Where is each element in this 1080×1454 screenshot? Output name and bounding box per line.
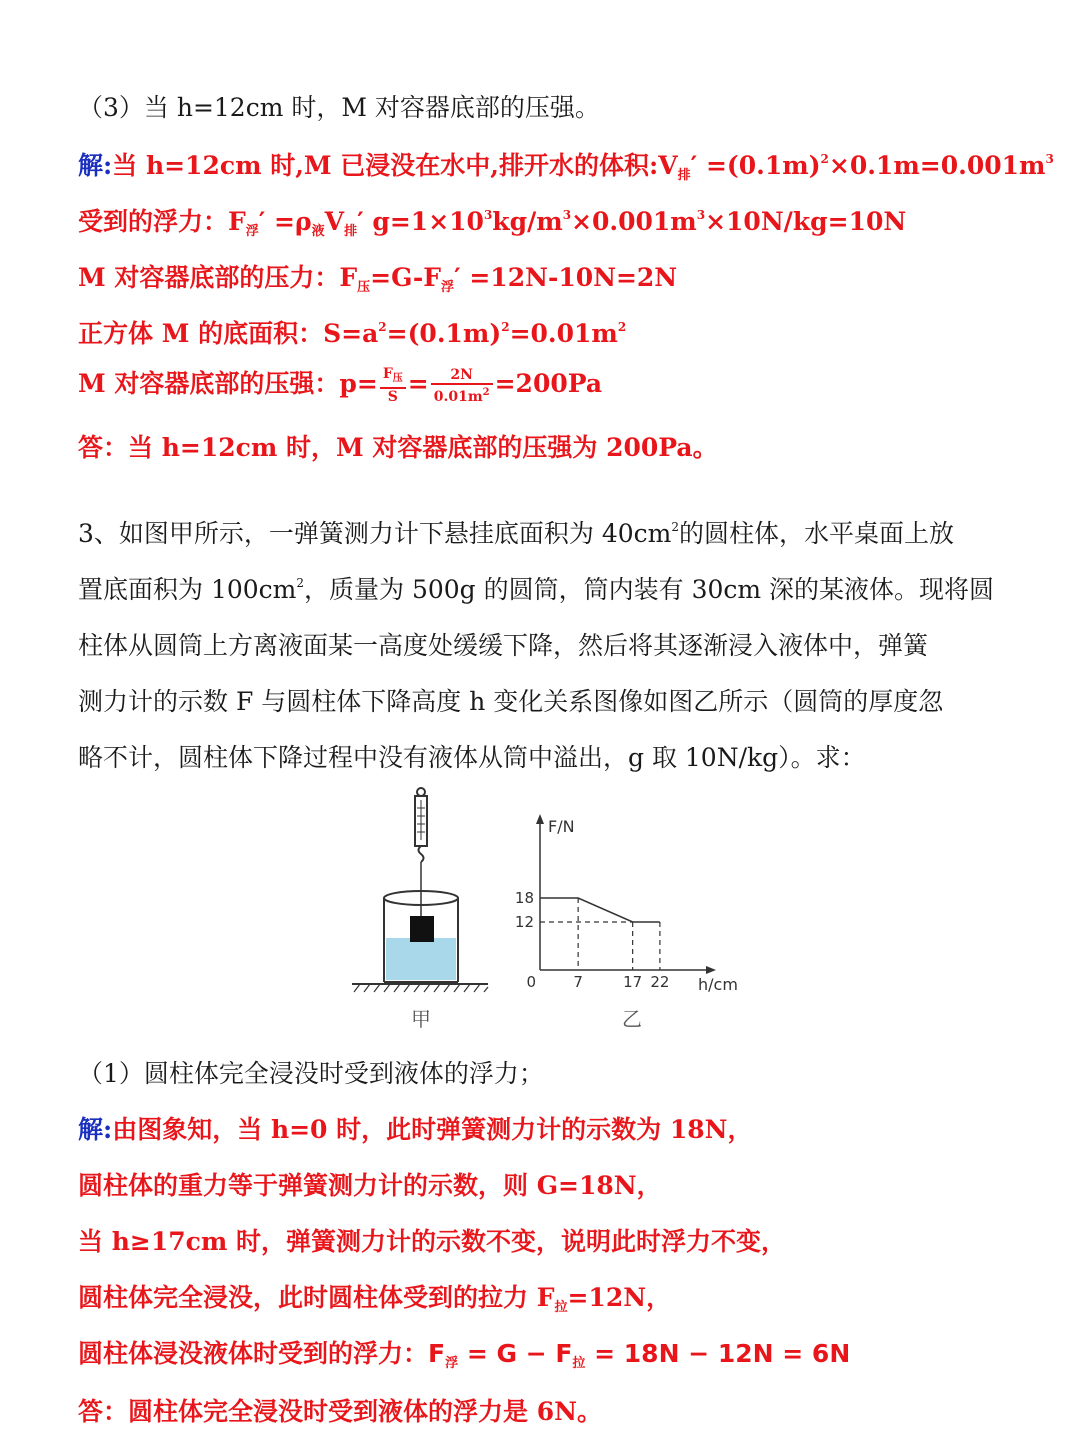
- origin-label: 0: [526, 973, 536, 991]
- right-caption: 乙: [622, 1007, 642, 1031]
- part3-answer: 答：当 h=12cm 时，M 对容器底部的压强为 200Pa。: [78, 433, 718, 462]
- spring-scale-apparatus: [352, 788, 488, 1031]
- x-axis-arrow: [706, 966, 716, 974]
- problem3-text-line4: 测力计的示数 F 与圆柱体下降高度 h 变化关系图像如图乙所示（圆筒的厚度忽: [78, 687, 944, 716]
- solution-label: 解:: [78, 1115, 113, 1144]
- problem3-text-line3: 柱体从圆筒上方离液面某一高度处缓缓下降，然后将其逐渐浸入液体中，弹簧: [78, 631, 929, 660]
- sub1-solution-line5: 圆柱体浸没液体时受到的浮力：$F_浮 = G - F_拉 = 18N - 12N = 6N$: [78, 1339, 851, 1371]
- scale-hook: [419, 846, 424, 862]
- y-axis-arrow: [536, 814, 544, 824]
- fraction-values: $\frac{2N}{0.01m^2}$: [431, 367, 493, 405]
- sub1-solution-line1: 解:由图象知，当 h=0 时，此时弹簧测力计的示数为 18N，: [78, 1115, 753, 1144]
- table-hatching: [354, 984, 488, 992]
- liquid: [386, 938, 456, 980]
- part3-solution-line1: 解:当 h=12cm 时,M 已浸没在水中,排开水的体积$:V_排' =(0.1m)^2\times 0.1m=0.001m^3$: [78, 151, 1054, 183]
- problem3-text-line5: 略不计，圆柱体下降过程中没有液体从筒中溢出，g 取 10N/kg）。求：: [78, 743, 866, 772]
- part3-solution-line5: M 对容器底部的压强：p= $\frac{F_压}{S}$ = $\frac{2N}{0.01m^2}$ =200Pa: [78, 366, 603, 405]
- x-tick-label-22: 22: [650, 973, 670, 991]
- force-height-chart: [515, 814, 738, 1031]
- x-axis-label: h/cm: [698, 975, 738, 994]
- y-axis-label: F/N: [548, 817, 575, 836]
- part3-solution-line2: 受到的浮力：$F_浮' =\rho_液V_排'$ $g=1\times 10^3kg/m^3\times 0.001m^3\times 10N/kg=10N$: [78, 207, 907, 239]
- sub1-solution-line4: 圆柱体完全浸没，此时圆柱体受到的拉力 $F_拉=12N$，: [78, 1283, 672, 1315]
- y-tick-label-12: 12: [514, 913, 534, 931]
- part3-solution-line3: M 对容器底部的压力：$F_压=G-F_浮' =12N-10N=2N$: [78, 263, 678, 295]
- sub1-answer: 答：圆柱体完全浸没时受到液体的浮力是 6N。: [78, 1397, 602, 1426]
- scale-ring: [417, 788, 425, 796]
- sub1-solution-line3: 当 h≥17cm 时，弹簧测力计的示数不变，说明此时浮力不变，: [78, 1227, 786, 1256]
- y-tick-label-18: 18: [514, 889, 534, 907]
- part3-solution-line4: 正方体 M 的底面积：$S=a^2=(0.1m)^2=0.01m^2$: [78, 319, 627, 348]
- buoyancy-formula: $F_浮 = G - F_拉 = 18N - 12N = 6N$: [428, 1339, 851, 1371]
- x-tick-label-7: 7: [573, 973, 583, 991]
- x-tick-label-17: 17: [623, 973, 643, 991]
- series-line: [540, 898, 660, 922]
- fraction-force-over-area: $\frac{F_压}{S}$: [380, 366, 406, 405]
- sub1-question: （1）圆柱体完全浸没时受到液体的浮力；: [78, 1059, 544, 1088]
- part3-question: （3）当 h=12cm 时，M 对容器底部的压强。: [78, 93, 600, 122]
- cylinder: [410, 916, 434, 942]
- problem3-text-line2: 置底面积为 $100cm^2$，质量为 500g 的圆筒，筒内装有 30cm 深的某液体。现将圆: [78, 575, 995, 604]
- problem3-text-line1: 3、如图甲所示，一弹簧测力计下悬挂底面积为 $40cm^2$的圆柱体，水平桌面上放: [78, 519, 955, 548]
- sub1-solution-line2: 圆柱体的重力等于弹簧测力计的示数，则 G=18N，: [78, 1171, 662, 1200]
- figures-panel: [340, 780, 760, 1040]
- left-caption: 甲: [411, 1007, 431, 1031]
- solution-label: 解:: [78, 151, 113, 180]
